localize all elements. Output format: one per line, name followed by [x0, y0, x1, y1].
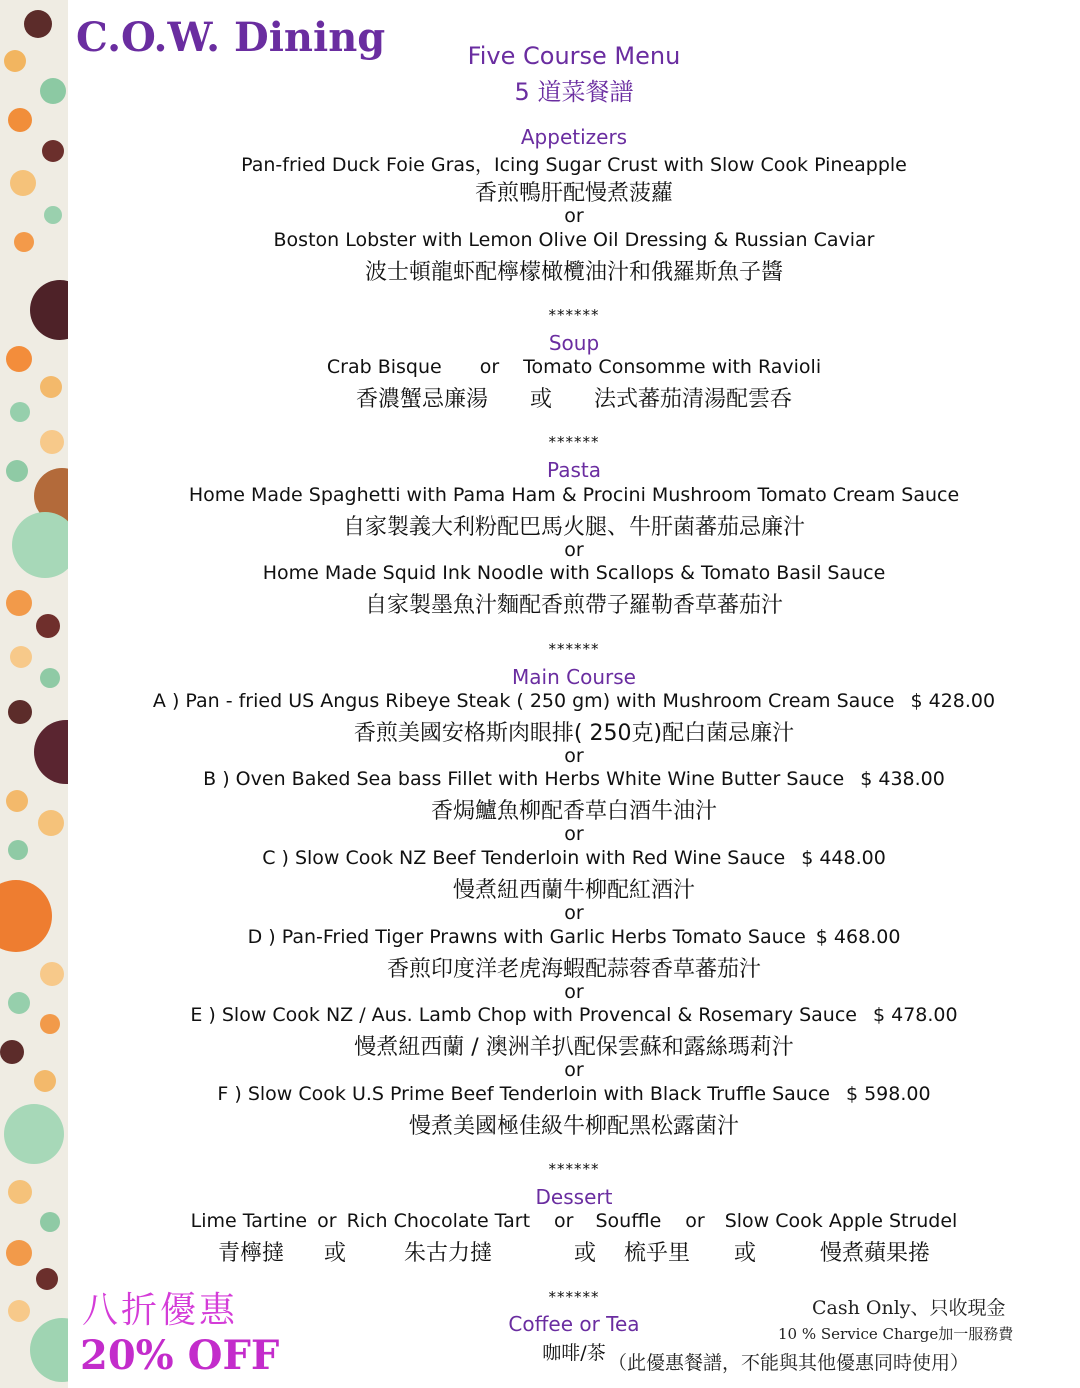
menu-title-en: Five Course Menu	[467, 42, 681, 70]
or-separator: or	[685, 1210, 705, 1232]
appetizer-option-2: Boston Lobster with Lemon Olive Oil Dressing & Russian Caviar	[273, 229, 875, 251]
pasta-option-2: Home Made Squid Ink Noodle with Scallops & Tomato Basil Sauce	[262, 562, 886, 584]
dessert-option-3: Souffle	[595, 1210, 662, 1232]
or-separator: or	[564, 205, 584, 227]
or-separator: or	[564, 1059, 584, 1081]
appetizer-option-1-zh: 香煎鴨肝配慢煮菠蘿	[474, 181, 673, 206]
or-separator-zh: 或	[323, 1241, 346, 1266]
service-charge-note: 10 % Service Charge加一服務費	[778, 1325, 1014, 1343]
dessert-option-2: Rich Chocolate Tart	[346, 1210, 531, 1232]
dessert-option-1: Lime Tartine	[190, 1210, 308, 1232]
main-course-heading: Main Course	[512, 665, 636, 689]
dessert-option-1-zh: 青檸撻	[217, 1241, 284, 1266]
main-item-b	[68, 768, 1080, 790]
main-item-price: $ 468.00	[815, 926, 901, 948]
main-item-c-zh: 慢煮紐西蘭牛柳配紅酒汁	[452, 878, 695, 903]
or-separator-zh: 或	[734, 1241, 757, 1266]
or-separator-zh: 或	[529, 387, 552, 412]
main-item-f-zh: 慢煮美國極佳級牛柳配黑松露菌汁	[408, 1114, 739, 1139]
or-separator: or	[554, 1210, 574, 1232]
coffee-heading: Coffee or Tea	[508, 1312, 640, 1336]
main-item-price: $ 448.00	[801, 847, 886, 869]
or-separator: or	[564, 823, 584, 845]
dessert-option-2-zh: 朱古力撻	[403, 1241, 492, 1266]
or-separator: or	[479, 356, 500, 378]
main-item-name: B ) Oven Baked Sea bass Fillet with Herbs White Wine Butter Sauce	[203, 768, 845, 790]
main-item-price: $ 428.00	[910, 690, 996, 712]
pasta-heading: Pasta	[547, 458, 601, 482]
or-separator: or	[564, 902, 584, 924]
promo-restriction-note: （此優惠餐譜，不能與其他優惠同時使用）	[608, 1352, 970, 1374]
or-separator: or	[564, 745, 584, 767]
main-item-c	[68, 847, 1080, 869]
main-item-a-zh: 香煎美國安格斯肉眼排( 250克)配白菌忌廉汁	[353, 721, 795, 746]
pasta-option-2-zh: 自家製墨魚汁麵配香煎帶子羅勒香草蕃茄汁	[364, 593, 783, 618]
main-item-name: D ) Pan-Fried Tiger Prawns with Garlic Herbs Tomato Sauce	[247, 926, 806, 948]
dessert-heading: Dessert	[535, 1185, 613, 1209]
menu-title-zh: 5 道菜餐譜	[514, 78, 634, 106]
appetizer-option-1: Pan-fried Duck Foie Gras，Icing Sugar Crust with Slow Cook Pineapple	[241, 154, 907, 176]
soup-options-zh	[68, 382, 1080, 413]
appetizers-heading: Appetizers	[520, 125, 628, 149]
course-separator: ******	[548, 1160, 600, 1178]
main-item-name: A ) Pan - fried US Angus Ribeye Steak ( 250 gm) with Mushroom Cream Sauce	[152, 690, 895, 712]
soup-options-en	[68, 356, 1080, 378]
main-item-d	[68, 926, 1080, 948]
appetizer-option-2-zh: 波士頓龍虾配檸檬橄欖油汁和俄羅斯魚子醬	[364, 260, 783, 285]
dessert-option-3-zh: 梳乎里	[624, 1241, 691, 1266]
or-separator: or	[564, 981, 584, 1003]
soup-option-1: Crab Bisque	[326, 356, 442, 378]
cash-only-note: Cash Only、只收現金	[812, 1297, 1006, 1319]
or-separator: or	[317, 1210, 337, 1232]
main-item-a	[68, 690, 1080, 712]
course-separator: ******	[548, 433, 600, 451]
soup-option-1-zh: 香濃蟹忌廉湯	[355, 387, 488, 412]
main-item-name: C ) Slow Cook NZ Beef Tenderloin with Red Wine Sauce	[262, 847, 786, 869]
pasta-option-1: Home Made Spaghetti with Pama Ham & Procini Mushroom Tomato Cream Sauce	[188, 484, 960, 506]
main-item-e-zh: 慢煮紐西蘭 / 澳洲羊扒配保雲蘇和露絲瑪莉汁	[354, 1035, 794, 1060]
soup-heading: Soup	[548, 331, 600, 355]
dessert-option-4: Slow Cook Apple Strudel	[724, 1210, 958, 1232]
main-item-f	[68, 1083, 1080, 1105]
main-item-b-zh: 香焗鱸魚柳配香草白酒牛油汁	[430, 799, 717, 824]
soup-option-2-zh: 法式蕃茄清湯配雲呑	[594, 387, 793, 412]
dessert-option-4-zh: 慢煮蘋果捲	[820, 1241, 931, 1266]
soup-option-2: Tomato Consomme with Ravioli	[523, 356, 822, 378]
main-item-price: $ 438.00	[860, 768, 945, 790]
pasta-option-1-zh: 自家製義大利粉配巴馬火腿、牛肝菌蕃茄忌廉汁	[342, 515, 805, 540]
course-separator: ******	[548, 1288, 600, 1306]
course-separator: ******	[548, 640, 600, 658]
promo-discount-en: 20% OFF	[80, 1332, 280, 1379]
decorative-dot-border	[0, 0, 68, 1388]
restaurant-name: C.O.W. Dining	[76, 14, 386, 61]
main-item-name: E ) Slow Cook NZ / Aus. Lamb Chop with Provencal & Rosemary Sauce	[190, 1004, 857, 1026]
main-item-name: F ) Slow Cook U.S Prime Beef Tenderloin with Black Truffle Sauce	[217, 1083, 830, 1105]
coffee-zh: 咖啡/茶	[542, 1342, 606, 1364]
dessert-options-zh	[68, 1236, 1080, 1267]
main-item-price: $ 598.00	[845, 1083, 931, 1105]
or-separator: or	[564, 539, 584, 561]
main-item-price: $ 478.00	[873, 1004, 958, 1026]
dessert-options-en	[68, 1210, 1080, 1232]
main-item-d-zh: 香煎印度洋老虎海蝦配蒜蓉香草蕃茄汁	[386, 957, 761, 982]
course-separator: ******	[548, 306, 600, 324]
promo-discount-zh: 八折優惠	[82, 1290, 239, 1331]
or-separator-zh: 或	[573, 1241, 596, 1266]
main-item-e	[68, 1004, 1080, 1026]
